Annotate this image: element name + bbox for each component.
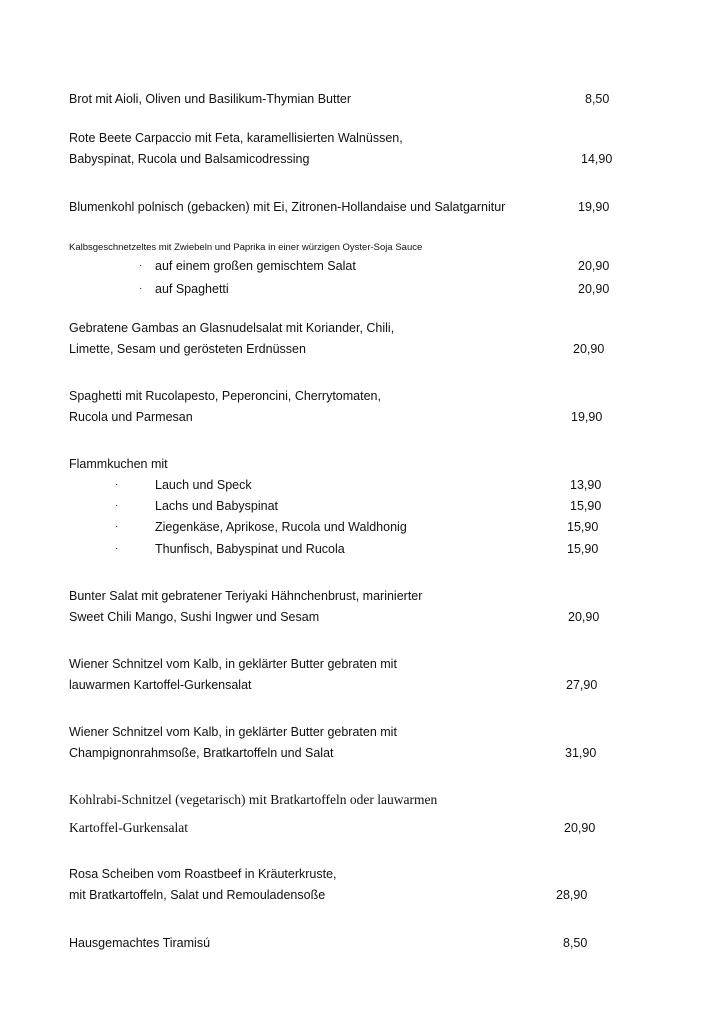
- menu-option-text: Lachs und Babyspinat: [155, 499, 279, 513]
- menu-item-text: Rote Beete Carpaccio mit Feta, karamellisierten Walnüssen,: [69, 131, 403, 145]
- menu-item-price: 20,90: [564, 821, 596, 835]
- menu-option-text: auf Spaghetti: [155, 282, 229, 296]
- menu-option-price: 20,90: [578, 282, 610, 296]
- menu-item-text: Blumenkohl polnisch (gebacken) mit Ei, Zitronen-Hollandaise und Salatgarnitur: [69, 200, 506, 214]
- menu-item-price: 19,90: [571, 410, 603, 424]
- menu-item-price: 31,90: [565, 746, 597, 760]
- menu-option-price: 15,90: [570, 499, 602, 513]
- menu-item-price: 19,90: [578, 200, 610, 214]
- menu-item-text: Hausgemachtes Tiramisú: [69, 936, 211, 950]
- menu-item-text: Kartoffel-Gurkensalat: [69, 820, 188, 835]
- menu-option-text: auf einem großen gemischtem Salat: [155, 259, 356, 273]
- menu-option-price: 13,90: [570, 478, 602, 492]
- menu-item-text: mit Bratkartoffeln, Salat und Remouladensoße: [69, 888, 326, 902]
- menu-option-price: 15,90: [567, 542, 599, 556]
- bullet-icon: ·: [115, 521, 119, 532]
- menu-option-text: Thunfisch, Babyspinat und Rucola: [155, 542, 345, 556]
- menu-item-price: 20,90: [573, 342, 605, 356]
- menu-item-price: 8,50: [563, 936, 588, 950]
- bullet-icon: ·: [115, 543, 119, 554]
- menu-item-text: Spaghetti mit Rucolapesto, Peperoncini, Cherrytomaten,: [69, 389, 381, 403]
- menu-item-text: Babyspinat, Rucola und Balsamicodressing: [69, 152, 310, 166]
- menu-option-text: Lauch und Speck: [155, 478, 252, 492]
- menu-item-text: Rucola und Parmesan: [69, 410, 193, 424]
- menu-item-text: Bunter Salat mit gebratener Teriyaki Hähnchenbrust, marinierter: [69, 589, 423, 603]
- bullet-icon: ·: [139, 283, 143, 294]
- menu-item-price: 28,90: [556, 888, 588, 902]
- bullet-icon: ·: [139, 260, 143, 271]
- menu-item-price: 27,90: [566, 678, 598, 692]
- menu-item-text: Kohlrabi-Schnitzel (vegetarisch) mit Bratkartoffeln oder lauwarmen: [69, 792, 438, 807]
- menu-item-price: 8,50: [585, 92, 610, 106]
- menu-option-price: 15,90: [567, 520, 599, 534]
- menu-option-text: Ziegenkäse, Aprikose, Rucola und Waldhonig: [155, 520, 407, 534]
- menu-item-text: Champignonrahmsoße, Bratkartoffeln und Salat: [69, 746, 334, 760]
- menu-item-text: Wiener Schnitzel vom Kalb, in geklärter Butter gebraten mit: [69, 725, 397, 739]
- menu-item-text: Sweet Chili Mango, Sushi Ingwer und Sesam: [69, 610, 320, 624]
- bullet-icon: ·: [115, 479, 119, 490]
- menu-option-price: 20,90: [578, 259, 610, 273]
- menu-item-heading: Kalbsgeschnetzeltes mit Zwiebeln und Paprika in einer würzigen Oyster-Soja Sauce: [69, 242, 423, 253]
- menu-item-text: Gebratene Gambas an Glasnudelsalat mit Koriander, Chili,: [69, 321, 395, 335]
- menu-item-text: Wiener Schnitzel vom Kalb, in geklärter Butter gebraten mit: [69, 657, 397, 671]
- menu-item-text: Brot mit Aioli, Oliven und Basilikum-Thymian Butter: [69, 92, 352, 106]
- menu-item-text: Limette, Sesam und gerösteten Erdnüssen: [69, 342, 306, 356]
- menu-item-heading: Flammkuchen mit: [69, 457, 168, 471]
- menu-item-text: lauwarmen Kartoffel-Gurkensalat: [69, 678, 252, 692]
- menu-item-price: 20,90: [568, 610, 600, 624]
- bullet-icon: ·: [115, 500, 119, 511]
- menu-item-text: Rosa Scheiben vom Roastbeef in Kräuterkruste,: [69, 867, 337, 881]
- menu-item-price: 14,90: [581, 152, 613, 166]
